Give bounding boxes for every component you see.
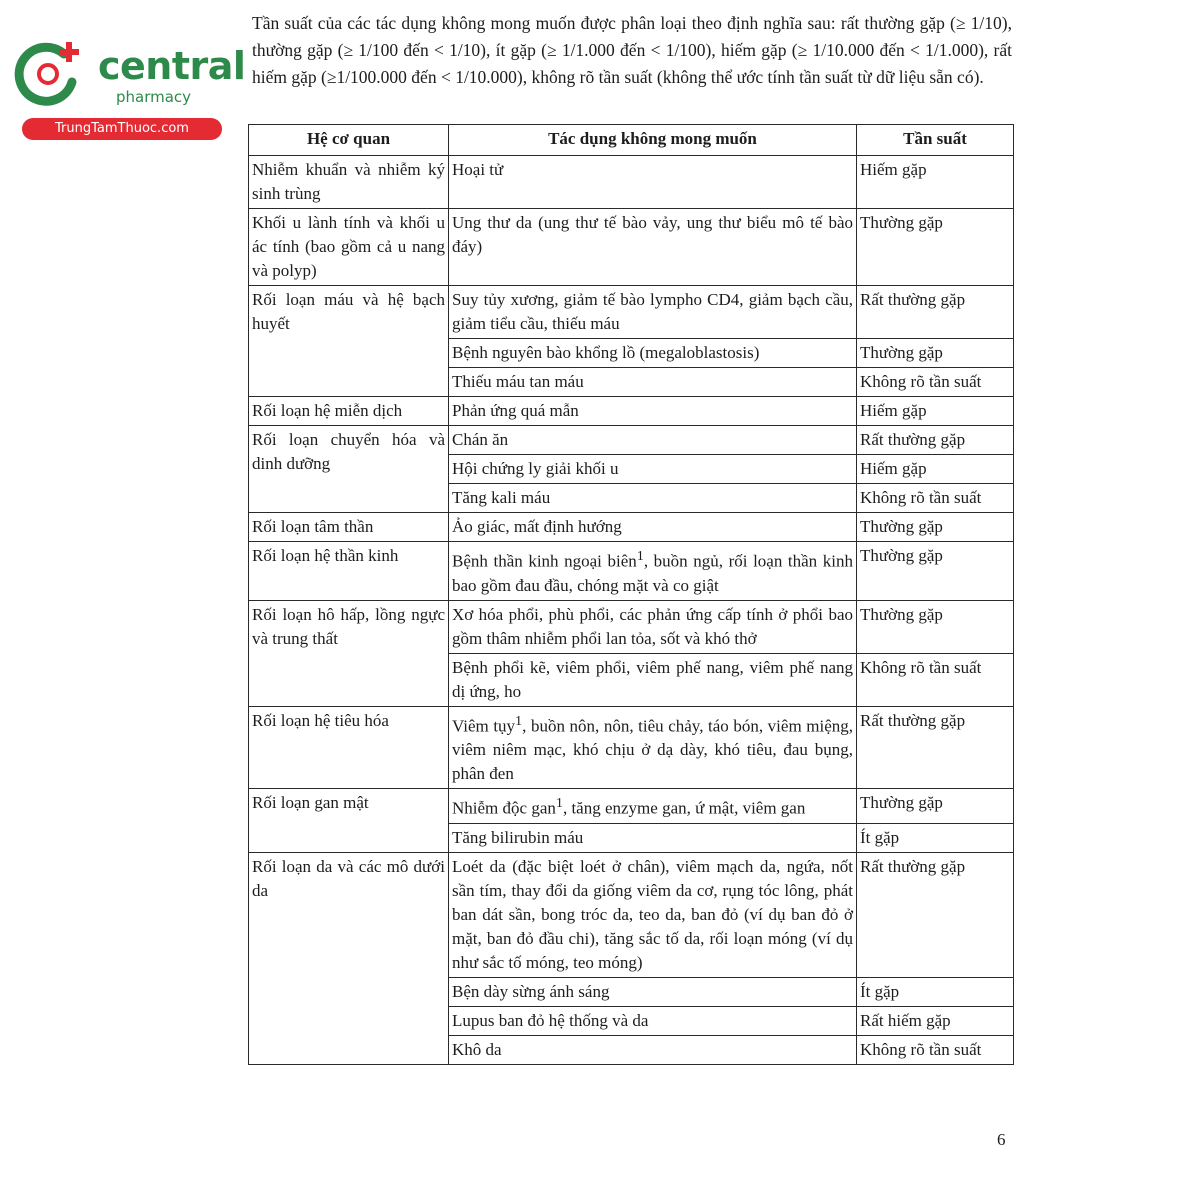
table-header-row (249, 125, 1014, 156)
frequency-cell: Rất thường gặp (857, 706, 1014, 789)
header-system: Hệ cơ quan (249, 125, 449, 156)
frequency-cell: Ít gặp (857, 977, 1014, 1006)
adverse-effects-table (248, 124, 1014, 1065)
frequency-cell: Không rõ tần suất (857, 653, 1014, 706)
effect-cell: Khô da (449, 1035, 857, 1064)
effect-cell: Tăng kali máu (449, 484, 857, 513)
effect-cell: Lupus ban đỏ hệ thống và da (449, 1006, 857, 1035)
footnote-marker: 1 (515, 712, 523, 729)
footnote-marker: 1 (555, 795, 563, 812)
effect-text: Bệnh thần kinh ngoại biên (452, 551, 637, 571)
table-row (249, 397, 1014, 426)
frequency-cell: Rất thường gặp (857, 426, 1014, 455)
table-row (249, 706, 1014, 789)
brand-sub: pharmacy (116, 88, 192, 106)
footnote-marker: 1 (636, 548, 644, 564)
frequency-cell: Không rõ tần suất (857, 484, 1014, 513)
system-cell: Rối loạn hô hấp, lồng ngực và trung thất (249, 600, 449, 706)
system-cell: Rối loạn da và các mô dưới da (249, 852, 449, 1064)
brand-name: central (98, 44, 246, 88)
frequency-cell: Rất thường gặp (857, 852, 1014, 977)
effect-cell: Bện dày sừng ánh sáng (449, 977, 857, 1006)
system-cell: Rối loạn tâm thần (249, 513, 449, 542)
effect-cell: Suy tủy xương, giảm tế bào lympho CD4, giảm bạch cầu, giảm tiểu cầu, thiếu máu (449, 286, 857, 339)
effect-cell: Xơ hóa phổi, phù phổi, các phản ứng cấp tính ở phổi bao gồm thâm nhiễm phổi lan tỏa, sốt và khó thở (449, 600, 857, 653)
frequency-cell: Không rõ tần suất (857, 368, 1014, 397)
effect-cell: Ảo giác, mất định hướng (449, 513, 857, 542)
system-cell: Rối loạn gan mật (249, 789, 449, 853)
system-cell: Rối loạn hệ tiêu hóa (249, 706, 449, 789)
effect-cell (449, 542, 857, 601)
effect-cell: Ung thư da (ung thư tế bào vảy, ung thư biểu mô tế bào đáy) (449, 209, 857, 286)
frequency-cell: Không rõ tần suất (857, 1035, 1014, 1064)
table-row (249, 426, 1014, 455)
frequency-cell: Hiếm gặp (857, 397, 1014, 426)
effect-text: , buồn nôn, nôn, tiêu chảy, táo bón, viêm miệng, viêm niêm mạc, khó chịu ở dạ dày, khó tiêu, đau bụng, phân đen (452, 716, 853, 784)
header-effect: Tác dụng không mong muốn (449, 125, 857, 156)
table-row (249, 513, 1014, 542)
frequency-cell: Thường gặp (857, 542, 1014, 601)
header-frequency: Tần suất (857, 125, 1014, 156)
system-cell: Rối loạn hệ thần kinh (249, 542, 449, 601)
frequency-cell: Ít gặp (857, 823, 1014, 852)
frequency-cell: Hiếm gặp (857, 156, 1014, 209)
effect-cell: Hoại tử (449, 156, 857, 209)
frequency-cell: Hiếm gặp (857, 455, 1014, 484)
effect-cell: Hội chứng ly giải khối u (449, 455, 857, 484)
table-row (249, 789, 1014, 824)
effect-cell: Phản ứng quá mẫn (449, 397, 857, 426)
effect-cell: Loét da (đặc biệt loét ở chân), viêm mạch da, ngứa, nốt sần tím, thay đổi da giống viêm da cơ, rụng tóc lông, phát ban dát sần, bong tróc da, teo da, ban đỏ (ví dụ ban đỏ ở mặt, ban đỏ đầu chi), tăng sắc tố da, rối loạn móng (ví dụ như sắc tố móng, teo móng) (449, 852, 857, 977)
system-cell: Khối u lành tính và khối u ác tính (bao gồm cả u nang và polyp) (249, 209, 449, 286)
system-cell: Rối loạn máu và hệ bạch huyết (249, 286, 449, 397)
system-cell: Rối loạn chuyển hóa và dinh dưỡng (249, 426, 449, 513)
frequency-cell: Thường gặp (857, 789, 1014, 824)
table-row (249, 286, 1014, 339)
table-row (249, 542, 1014, 601)
frequency-cell: Rất thường gặp (857, 286, 1014, 339)
table-row (249, 156, 1014, 209)
table-row (249, 209, 1014, 286)
effect-cell (449, 706, 857, 789)
system-cell: Rối loạn hệ miễn dịch (249, 397, 449, 426)
effect-cell: Bệnh nguyên bào khổng lồ (megaloblastosis) (449, 339, 857, 368)
brand-logo (12, 36, 246, 136)
effect-text: , tăng enzyme gan, ứ mật, viêm gan (562, 798, 806, 818)
effect-cell: Bệnh phổi kẽ, viêm phổi, viêm phế nang, viêm phế nang dị ứng, ho (449, 653, 857, 706)
frequency-cell: Thường gặp (857, 513, 1014, 542)
frequency-cell: Rất hiếm gặp (857, 1006, 1014, 1035)
effect-cell (449, 789, 857, 824)
effect-cell: Tăng bilirubin máu (449, 823, 857, 852)
frequency-cell: Thường gặp (857, 209, 1014, 286)
effect-text: Nhiễm độc gan (452, 798, 556, 818)
effect-text: , buồn ngủ, rối loạn thần kinh bao gồm đau đầu, chóng mặt và co giật (452, 551, 853, 595)
table-row (249, 852, 1014, 977)
table-row (249, 600, 1014, 653)
effect-text: Viêm tụy (452, 716, 516, 736)
page-number: 6 (997, 1130, 1006, 1149)
frequency-cell: Thường gặp (857, 600, 1014, 653)
effect-cell: Chán ăn (449, 426, 857, 455)
pharmacy-cross-icon (12, 36, 84, 108)
system-cell: Nhiễm khuẩn và nhiễm ký sinh trùng (249, 156, 449, 209)
frequency-cell: Thường gặp (857, 339, 1014, 368)
frequency-definition: Tần suất của các tác dụng không mong muốn được phân loại theo định nghĩa sau: rất thường gặp (≥ 1/10), thường gặp (≥ 1/100 đến < 1/10), ít gặp (≥ 1/1.000 đến < 1/100), hiếm gặp (≥ 1/10.000 đến < 1/1.000), rất hiếm gặp (≥1/100.000 đến < 1/10.000), không rõ tần suất (không thể ước tính tần suất từ dữ liệu sẵn có). (252, 13, 1012, 87)
effect-cell: Thiếu máu tan máu (449, 368, 857, 397)
brand-website: TrungTamThuoc.com (22, 118, 222, 140)
